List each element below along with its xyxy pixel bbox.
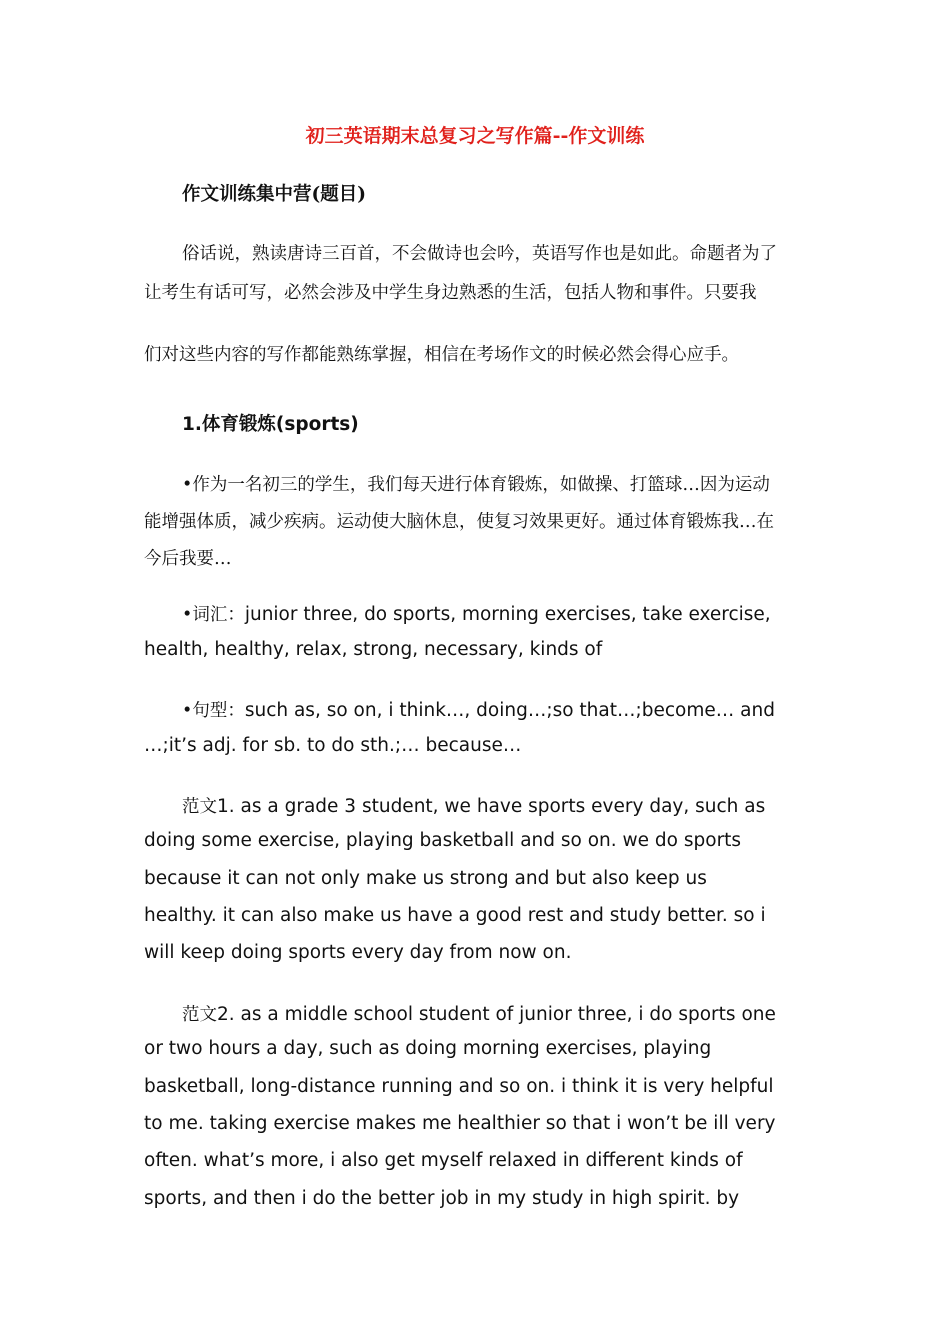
sample2-line-2: or two hours a day, such as doing morning exercises, playing xyxy=(144,1038,712,1059)
vocab-line-2: health, healthy, relax, strong, necessary, kinds of xyxy=(144,639,603,660)
section-heading: 作文训练集中营(题目) xyxy=(182,184,367,205)
prompt-line-1: •作为一名初三的学生，我们每天进行体育锻炼，如做操、打篮球…因为运动 xyxy=(182,475,770,495)
pattern-text-1: such as, so on, i think…, doing…;so that…;become… and xyxy=(244,700,775,721)
sample1-text-1: 1. as a grade 3 student, we have sports every day, such as xyxy=(217,796,766,817)
intro-line-2: 让考生有话可写，必然会涉及中学生身边熟悉的生活，包括人物和事件。只要我 xyxy=(144,283,757,303)
sample2-line-3: basketball, long-distance running and so on. i think it is very helpful xyxy=(144,1076,774,1097)
topic1-heading: 1.体育锻炼(sports) xyxy=(182,414,359,435)
sample2-line-5: often. what’s more, i also get myself relaxed in different kinds of xyxy=(144,1150,743,1171)
pattern-line-2: …;it’s adj. for sb. to do sth.;… because… xyxy=(144,735,522,756)
sample1-line-4: healthy. it can also make us have a good rest and study better. so i xyxy=(144,905,766,926)
prompt-line-3: 今后我要… xyxy=(144,549,232,569)
sample2-line-1 xyxy=(182,1001,776,1026)
vocab-line-1 xyxy=(182,601,771,626)
prompt-line-2: 能增强体质，减少疾病。运动使大脑休息，使复习效果更好。通过体育锻炼我…在 xyxy=(144,512,774,532)
vocab-label: •词汇： xyxy=(182,605,245,625)
sample1-label: 范文 xyxy=(182,797,217,817)
sample2-line-6: sports, and then i do the better job in my study in high spirit. by xyxy=(144,1188,740,1209)
sample1-line-1 xyxy=(182,793,765,818)
sample2-label: 范文 xyxy=(182,1005,217,1025)
intro-line-1: 俗话说，熟读唐诗三百首，不会做诗也会吟，英语写作也是如此。命题者为了 xyxy=(182,244,777,264)
sample2-line-4: to me. taking exercise makes me healthier so that i won’t be ill very xyxy=(144,1113,776,1134)
intro-line-3: 们对这些内容的写作都能熟练掌握，相信在考场作文的时候必然会得心应手。 xyxy=(144,345,739,365)
vocab-text-1: junior three, do sports, morning exercises, take exercise, xyxy=(244,604,771,625)
sample1-line-5: will keep doing sports every day from now on. xyxy=(144,942,572,963)
pattern-line-1 xyxy=(182,697,775,722)
sample2-text-1: 2. as a middle school student of junior three, i do sports one xyxy=(217,1004,776,1025)
sample1-line-3: because it can not only make us strong and but also keep us xyxy=(144,868,707,889)
sample1-line-2: doing some exercise, playing basketball and so on. we do sports xyxy=(144,830,742,851)
document-title: 初三英语期末总复习之写作篇--作文训练 xyxy=(305,125,645,147)
pattern-label: •句型： xyxy=(182,701,245,721)
